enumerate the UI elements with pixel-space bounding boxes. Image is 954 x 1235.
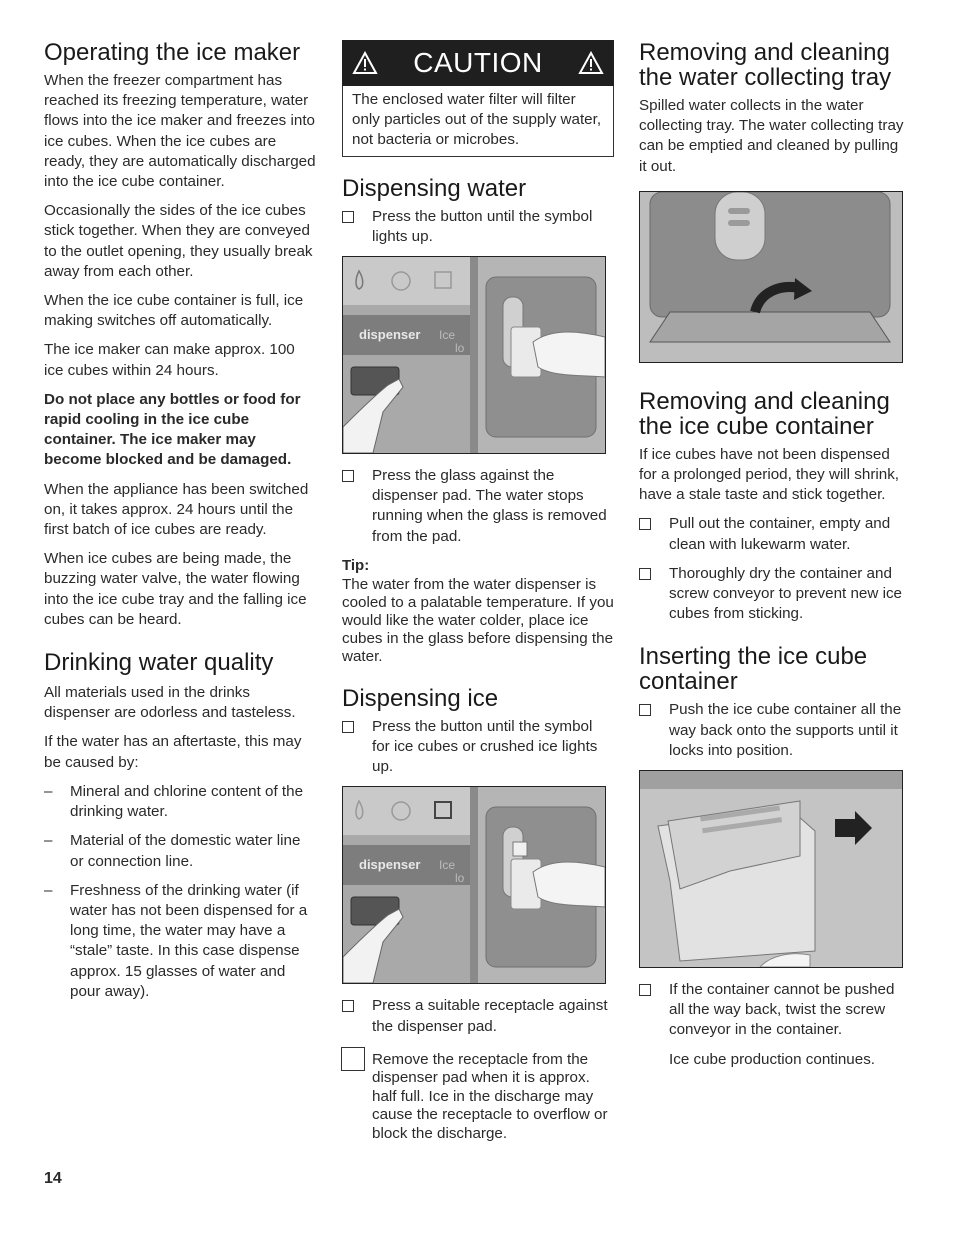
- paragraph: When the appliance has been switched on, it takes approx. 24 hours until the first batch of ice cubes are ready.: [44, 480, 309, 539]
- checklist-text: Press the button until the symbol lights up.: [372, 207, 593, 245]
- list-item-text: Mineral and chlorine content of the drinking water.: [70, 782, 304, 821]
- checklist-item: [639, 564, 909, 625]
- checklist-text: Press the button until the symbol for ice cubes or crushed ice lights up.: [372, 717, 598, 776]
- list-item-text: Freshness of the drinking water (if water has not been dispensed for a long time, the water may have a “stale” taste. In this case dispense approx. 15 glasses of water and pour away).: [70, 881, 308, 1000]
- checklist-text: If the container cannot be pushed all the way back, twist the screw conveyor in the container.: [669, 981, 895, 1039]
- figure-dispensing-ice: [342, 786, 606, 984]
- heading-dispensing-ice: Dispensing ice: [342, 684, 499, 712]
- checklist-item: [639, 980, 909, 1041]
- paragraph: When the freezer compartment has reached its freezing temperature, water flows into the ice maker and freezes into ice cubes. When the ice cubes are ready, they are automatically discharged into the ice cube container.: [44, 72, 316, 191]
- checkbox-bullet-icon: [639, 704, 651, 716]
- panel-label-lo: lo: [455, 871, 465, 886]
- column-right: [639, 40, 909, 1079]
- paragraph: When ice cubes are being made, the buzzing water valve, the water flowing into the ice cube tray and the falling ice cubes can be heard.: [44, 550, 307, 628]
- heading-dispensing-water: Dispensing water: [342, 174, 527, 202]
- checkbox-bullet-icon: [342, 1000, 354, 1012]
- checklist-item: [342, 207, 614, 247]
- paragraph: Ice cube production continues.: [669, 1050, 876, 1068]
- panel-label-ice: Ice: [439, 328, 456, 343]
- checklist-text: Push the ice cube container all the way back onto the supports until it locks into position.: [669, 701, 902, 759]
- heading-ice-cube-container: Removing and cleaning the ice cube container: [639, 387, 890, 440]
- list-item-text: Material of the domestic water line or connection line.: [70, 832, 301, 870]
- checkbox-bullet-icon: [342, 211, 354, 223]
- paragraph: When the ice cube container is full, ice making switches off automatically.: [44, 292, 304, 330]
- checklist-item: [639, 700, 909, 761]
- list-item: [44, 881, 316, 1002]
- checklist-text: Press a suitable receptacle against the dispenser pad.: [372, 997, 608, 1035]
- checklist-item: [639, 514, 909, 554]
- checklist-item: [342, 466, 614, 547]
- checklist-text: Press the glass against the dispenser pad. The water stops running when the glass is removed from the pad.: [372, 467, 607, 545]
- checkbox-bullet-icon: [341, 1047, 365, 1071]
- paragraph: Spilled water collects in the water collecting tray. The water collecting tray can be emptied and cleaned by pulling it out.: [639, 97, 904, 175]
- paragraph: If ice cubes have not been dispensed for a prolonged period, they will shrink, have a stale taste and stick together.: [639, 445, 900, 504]
- dash-bullet: –: [44, 782, 53, 800]
- column-left: [44, 40, 316, 1011]
- figure-water-collecting-tray: [639, 191, 903, 363]
- figure-dispensing-water: [342, 256, 606, 454]
- paragraph: Occasionally the sides of the ice cubes stick together. When they are conveyed to the outlet opening, they usually break away from each other.: [44, 202, 313, 280]
- paragraph: All materials used in the drinks dispenser are odorless and tasteless.: [44, 684, 296, 722]
- heading-water-collecting-tray: Removing and cleaning the water collecting tray: [639, 39, 892, 91]
- checkbox-bullet-icon: [639, 984, 651, 996]
- checkbox-bullet-icon: [639, 568, 651, 580]
- tip-label: Tip:: [342, 556, 370, 574]
- checklist-item: [342, 996, 614, 1036]
- caution-text: The enclosed water filter will filter only particles out of the supply water, not bacteria or microbes.: [342, 86, 614, 157]
- checklist-item: [342, 717, 614, 778]
- dash-bullet: –: [44, 881, 53, 899]
- checkbox-bullet-icon: [639, 518, 651, 530]
- heading-drinking-water-quality: Drinking water quality: [44, 649, 274, 677]
- paragraph: The ice maker can make approx. 100 ice cubes within 24 hours.: [44, 341, 295, 379]
- panel-label-dispenser: dispenser: [359, 327, 421, 343]
- column-middle: [342, 40, 614, 1152]
- checklist-item: [342, 1051, 614, 1144]
- page-number: 14: [44, 1170, 62, 1187]
- caution-title: CAUTION: [413, 47, 543, 78]
- figure-inserting-container: [639, 770, 903, 968]
- list-item: [44, 831, 316, 871]
- list-item: [44, 782, 316, 822]
- panel-label-dispenser: dispenser: [359, 857, 421, 873]
- warning-triangle-icon: [578, 51, 604, 75]
- heading-operating-ice-maker: Operating the ice maker: [44, 39, 301, 66]
- paragraph: If the water has an aftertaste, this may be caused by:: [44, 733, 302, 771]
- warning-triangle-icon: [352, 51, 378, 75]
- heading-inserting-ice-cube-container: Inserting the ice cube container: [639, 643, 868, 696]
- panel-label-ice: Ice: [439, 858, 456, 873]
- panel-label-lo: lo: [455, 341, 465, 356]
- dash-bullet: –: [44, 832, 53, 850]
- checklist-text: Remove the receptacle from the dispenser pad when it is approx. half full. Ice in the discharge may cause the receptacle to overflow or block the discharge.: [372, 1050, 608, 1142]
- warning-paragraph: Do not place any bottles or food for rapid cooling in the ice cube container. The ice maker may become blocked and be damaged.: [44, 390, 301, 469]
- checklist-text: Thoroughly dry the container and screw conveyor to prevent new ice cubes from sticking.: [669, 564, 902, 623]
- tip-text: The water from the water dispenser is cooled to a palatable temperature. If you would like the water colder, place ice cubes in the glass before dispensing the water.: [342, 575, 614, 665]
- checkbox-bullet-icon: [342, 470, 354, 482]
- checkbox-bullet-icon: [342, 721, 354, 733]
- caution-banner: [342, 40, 614, 86]
- checklist-text: Pull out the container, empty and clean with lukewarm water.: [669, 515, 891, 553]
